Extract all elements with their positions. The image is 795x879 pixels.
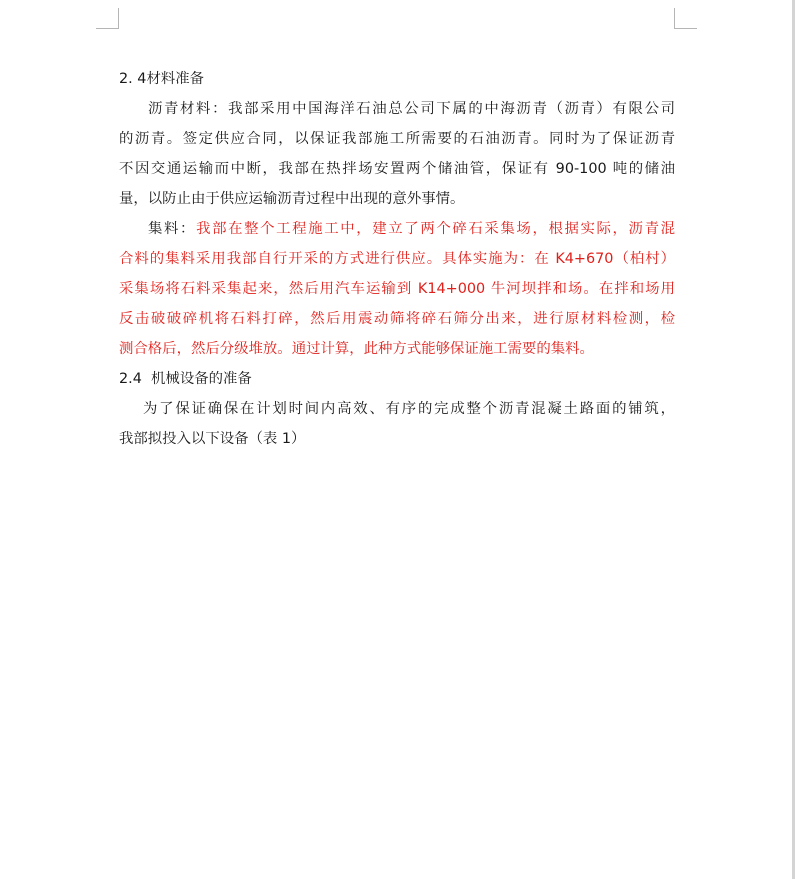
crop-mark-top-right — [674, 8, 697, 29]
asphalt-paragraph — [119, 94, 675, 214]
paragraph-line: 的沥青。签定供应合同，以保证我部施工所需要的石油沥青。同时为了保证沥青 — [119, 131, 675, 147]
paragraph-line: 为了保证确保在计划时间内高效、有序的完成整个沥青混凝土路面的铺筑， — [143, 401, 675, 417]
aggregate-paragraph — [119, 214, 675, 364]
crop-mark-top-left — [96, 8, 119, 29]
paragraph-line: 沥青材料：我部采用中国海洋石油总公司下属的中海沥青（沥青）有限公司 — [148, 101, 675, 117]
section-heading-equipment: 2.4 机械设备的准备 — [119, 371, 252, 387]
paragraph-line: 合料的集料采用我部自行开采的方式进行供应。具体实施为：在 K4+670（柏村） — [119, 251, 675, 267]
paragraph-line: 量，以防止由于供应运输沥青过程中出现的意外事情。 — [119, 191, 465, 207]
aggregate-label: 集料： — [148, 221, 197, 237]
paragraph-line: 反击破破碎机将石料打碎，然后用震动筛将碎石筛分出来，进行原材料检测，检 — [119, 311, 675, 327]
section-heading-materials: 2. 4材料准备 — [119, 71, 205, 87]
paragraph-line — [119, 214, 675, 244]
paragraph-line: 不因交通运输而中断，我部在热拌场安置两个储油管，保证有 90-100 吨的储油 — [119, 161, 675, 177]
highlighted-text: 我部在整个工程施工中，建立了两个碎石采集场，根据实际，沥青混 — [196, 221, 675, 237]
paragraph-line: 采集场将石料采集起来，然后用汽车运输到 K14+000 牛河坝拌和场。在拌和场用 — [119, 281, 675, 297]
paragraph-line: 我部拟投入以下设备（表 1） — [119, 431, 306, 447]
equipment-paragraph — [119, 394, 675, 454]
paragraph-line: 测合格后，然后分级堆放。通过计算，此种方式能够保证施工需要的集料。 — [119, 341, 594, 357]
document-body — [119, 64, 675, 454]
